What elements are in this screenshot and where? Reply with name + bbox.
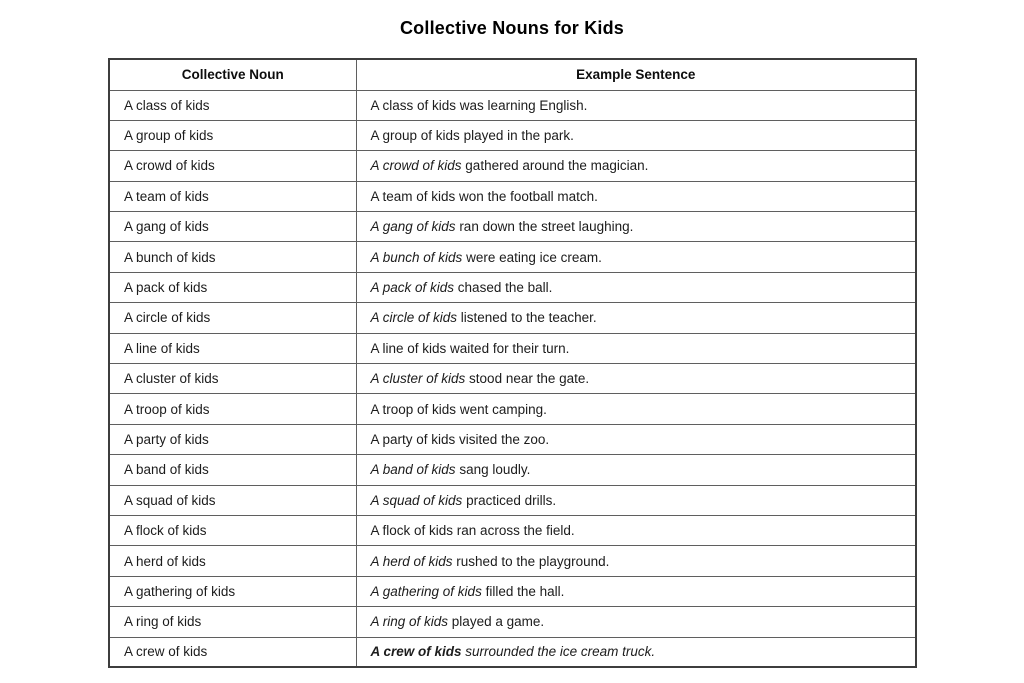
- sentence-noun-phrase: A team of kids: [370, 188, 456, 204]
- sentence-noun-phrase: A party of kids: [370, 431, 456, 447]
- sentence-noun-phrase: A bunch of kids: [370, 249, 463, 265]
- sentence-noun-phrase: A ring of kids: [370, 614, 449, 630]
- example-sentence-cell: [356, 576, 916, 606]
- table-row: [109, 272, 916, 302]
- example-sentence-cell: [356, 212, 916, 242]
- table-body: [109, 90, 916, 667]
- collective-noun-cell: A crowd of kids: [109, 151, 356, 181]
- collective-noun-cell: A team of kids: [109, 181, 356, 211]
- collective-noun-cell: A herd of kids: [109, 546, 356, 576]
- collective-noun-cell: A party of kids: [109, 424, 356, 454]
- table-row: [109, 151, 916, 181]
- sentence-rest: were eating ice cream.: [462, 249, 602, 265]
- collective-noun-cell: A troop of kids: [109, 394, 356, 424]
- header-collective-noun: Collective Noun: [109, 59, 356, 90]
- sentence-noun-phrase: A gathering of kids: [370, 583, 482, 599]
- sentence-rest: surrounded the ice cream truck.: [461, 644, 656, 660]
- table-row: [109, 242, 916, 272]
- table-row: [109, 515, 916, 545]
- table-row: [109, 424, 916, 454]
- table-row: [109, 364, 916, 394]
- sentence-noun-phrase: A crowd of kids: [370, 158, 462, 174]
- sentence-rest: went camping.: [456, 401, 547, 417]
- collective-noun-cell: A squad of kids: [109, 485, 356, 515]
- example-sentence-cell: [356, 333, 916, 363]
- sentence-rest: visited the zoo.: [455, 431, 550, 447]
- collective-noun-cell: A circle of kids: [109, 303, 356, 333]
- sentence-noun-phrase: A line of kids: [370, 340, 447, 356]
- example-sentence-cell: [356, 485, 916, 515]
- example-sentence-cell: [356, 607, 916, 637]
- sentence-rest: waited for their turn.: [446, 340, 570, 356]
- sentence-noun-phrase: A flock of kids: [370, 523, 454, 539]
- sentence-noun-phrase: A herd of kids: [370, 553, 453, 569]
- page-title: Collective Nouns for Kids: [399, 18, 625, 38]
- table-row: [109, 303, 916, 333]
- collective-nouns-table: [108, 58, 917, 668]
- table-row: [109, 120, 916, 150]
- example-sentence-cell: [356, 90, 916, 120]
- sentence-rest: rushed to the playground.: [452, 553, 610, 569]
- sentence-noun-phrase: A cluster of kids: [370, 371, 466, 387]
- sentence-noun-phrase: A band of kids: [370, 462, 456, 478]
- sentence-noun-phrase: A group of kids: [370, 128, 460, 144]
- collective-noun-cell: A gang of kids: [109, 212, 356, 242]
- example-sentence-cell: [356, 364, 916, 394]
- table-row: [109, 212, 916, 242]
- sentence-rest: chased the ball.: [454, 280, 553, 296]
- table-row: [109, 485, 916, 515]
- sentence-rest: stood near the gate.: [465, 371, 590, 387]
- sentence-rest: ran across the field.: [453, 523, 575, 539]
- collective-noun-cell: A flock of kids: [109, 515, 356, 545]
- example-sentence-cell: [356, 424, 916, 454]
- sentence-rest: filled the hall.: [481, 583, 565, 599]
- collective-noun-cell: A ring of kids: [109, 607, 356, 637]
- sentence-rest: was learning English.: [456, 97, 588, 113]
- example-sentence-cell: [356, 120, 916, 150]
- table-row: [109, 90, 916, 120]
- example-sentence-cell: [356, 242, 916, 272]
- sentence-rest: practiced drills.: [462, 492, 557, 508]
- table-row: [109, 546, 916, 576]
- example-sentence-cell: [356, 546, 916, 576]
- sentence-rest: played a game.: [448, 614, 545, 630]
- collective-noun-cell: A class of kids: [109, 90, 356, 120]
- collective-noun-cell: A cluster of kids: [109, 364, 356, 394]
- collective-noun-cell: A line of kids: [109, 333, 356, 363]
- sentence-rest: gathered around the magician.: [461, 158, 649, 174]
- example-sentence-cell: [356, 455, 916, 485]
- collective-noun-cell: A bunch of kids: [109, 242, 356, 272]
- table-row: [109, 607, 916, 637]
- example-sentence-cell: [356, 515, 916, 545]
- table-row: [109, 637, 916, 667]
- header-example-sentence: Example Sentence: [356, 59, 916, 90]
- example-sentence-cell: [356, 181, 916, 211]
- table-head: [109, 59, 916, 90]
- table-row: [109, 576, 916, 606]
- example-sentence-cell: [356, 272, 916, 302]
- sentence-noun-phrase: A pack of kids: [370, 280, 455, 296]
- sentence-rest: listened to the teacher.: [457, 310, 597, 326]
- header-row: [109, 59, 916, 90]
- table-row: [109, 181, 916, 211]
- sentence-noun-phrase: A troop of kids: [370, 401, 457, 417]
- sentence-noun-phrase: A squad of kids: [370, 492, 463, 508]
- table-row: [109, 455, 916, 485]
- example-sentence-cell: [356, 303, 916, 333]
- table-row: [109, 394, 916, 424]
- collective-noun-cell: A pack of kids: [109, 272, 356, 302]
- example-sentence-cell: [356, 394, 916, 424]
- sentence-rest: sang loudly.: [455, 462, 531, 478]
- sentence-rest: won the football match.: [455, 188, 598, 204]
- table-row: [109, 333, 916, 363]
- sentence-noun-phrase: A class of kids: [370, 97, 457, 113]
- sentence-noun-phrase: A crew of kids: [370, 644, 462, 660]
- example-sentence-cell: [356, 151, 916, 181]
- collective-noun-cell: A band of kids: [109, 455, 356, 485]
- sentence-rest: ran down the street laughing.: [455, 219, 634, 235]
- collective-noun-cell: A group of kids: [109, 120, 356, 150]
- sentence-rest: played in the park.: [459, 128, 574, 144]
- collective-noun-cell: A gathering of kids: [109, 576, 356, 606]
- example-sentence-cell: [356, 637, 916, 667]
- collective-noun-cell: A crew of kids: [109, 637, 356, 667]
- sentence-noun-phrase: A gang of kids: [370, 219, 456, 235]
- sentence-noun-phrase: A circle of kids: [370, 310, 458, 326]
